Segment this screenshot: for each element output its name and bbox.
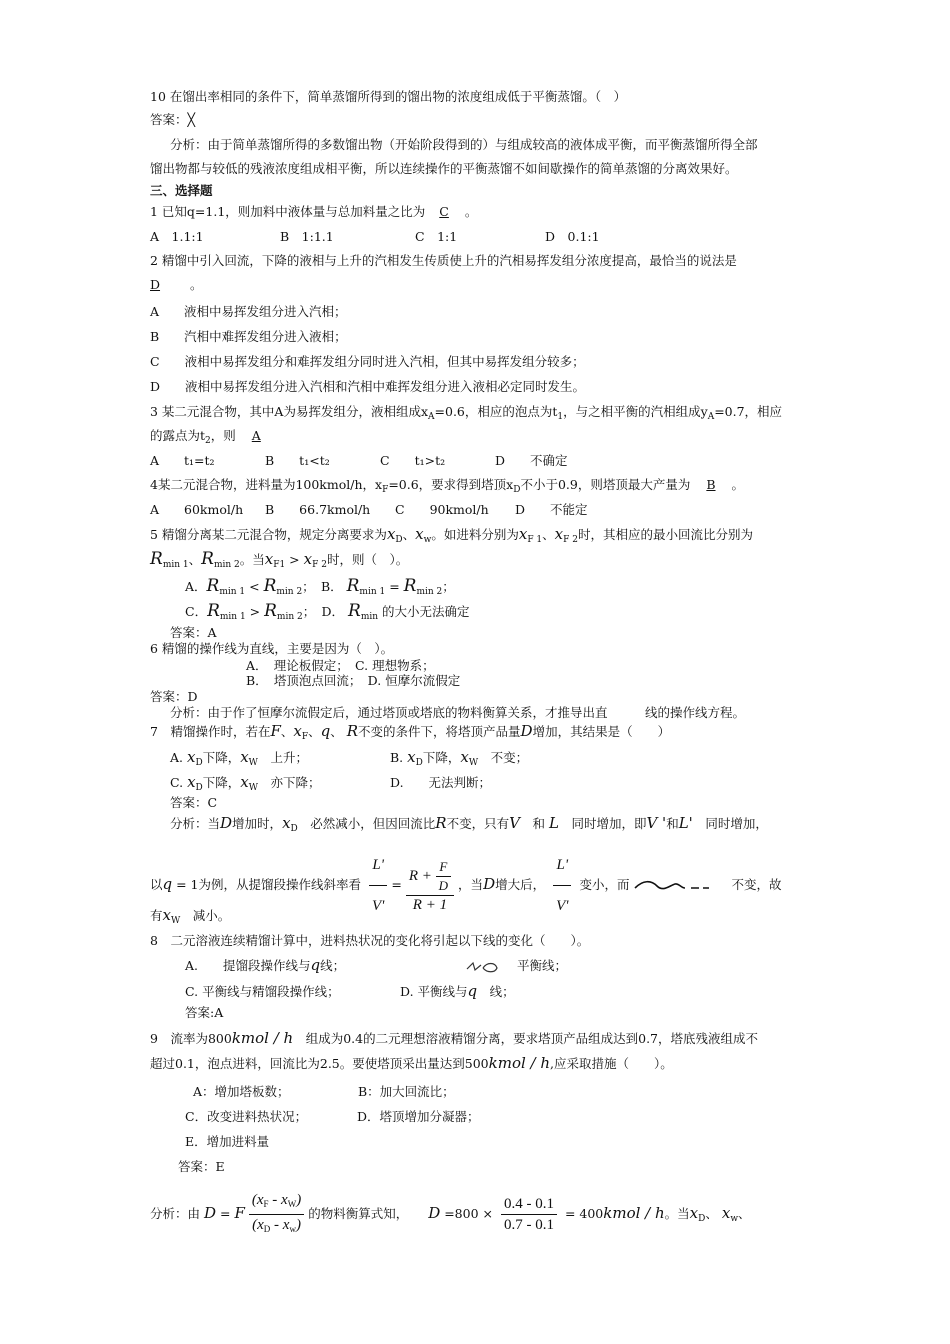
c8-opt-ab: A. 提馏段操作线与q线； 平衡线； — [185, 956, 568, 974]
c5-opt-ab: A．$R_{min 1} < R_{min 2}$； B． $R_{min 1} = R_{min 2}$； — [185, 576, 455, 597]
c9-stem-2: 超过0.1，泡点进料，回流比为2.5。要使塔顶采出量达到500kmol / h,应采取措施（ ）。 — [150, 1054, 673, 1072]
c8-answer: 答案:A — [185, 1005, 224, 1020]
numeric-fraction: $\frac{0.4 - 0.1}{0.7 - 0.1}$ — [501, 1194, 557, 1235]
section-title: 三、选择题 — [150, 183, 213, 198]
c2-opt-b: B 汽相中难挥发组分进入液相； — [150, 329, 347, 344]
c5-opt-cd: C．$R_{min 1} > R_{min 2}$； D． $R_{min}$ 的大小无法确定 — [185, 601, 470, 622]
c7-opt-ab: A. $x_D$下降，$x_W$ 上升； B. $x_D$下降，$x_W$ 不变； — [170, 748, 529, 768]
c6-opt-1: A． 理论板假定； C. 理想物系； — [246, 658, 435, 673]
c8-opt-cd: C. 平衡线与精馏段操作线； D. 平衡线与q 线； — [185, 982, 515, 1000]
c7-answer: 答案：C — [170, 795, 218, 810]
material-balance-fraction: $\frac{(x_F - x_W)}{(x_D - x_w)}$ — [249, 1190, 304, 1239]
garbled-symbol-icon — [465, 960, 501, 974]
c7-analysis-2: 以q = 1为例，从提馏段操作线斜率看 $\frac{L'}{V'}$ = R + $\frac{F}{D}$ R + 1 ，当D增大后， $\frac{L'}{V'}$ 变小，而 不变，故 — [150, 845, 781, 926]
c2-opt-a: A 液相中易挥发组分进入汽相； — [150, 304, 347, 319]
c9-answer: 答案：E — [178, 1159, 225, 1174]
reflux-fraction: R + $\frac{F}{D}$ R + 1 — [406, 858, 454, 914]
c2-stem-2: D 。 — [150, 277, 203, 292]
c1-options: A 1.1:1 B 1:1.1 C 1:1 D 0.1:1 — [150, 229, 600, 244]
c3-options: A t₁=t₂ B t₁<t₂ C t₁>t₂ D 不确定 — [150, 453, 568, 468]
c1-stem: 1 已知q=1.1，则加料中液体量与总加料量之比为 C 。 — [150, 204, 478, 219]
c9-stem: 9 流率为800kmol / h 组成为0.4的二元理想溶液精馏分离，要求塔顶产品组成达到0.7，塔底残液组成不 — [150, 1029, 758, 1047]
slope-fraction: $\frac{L'}{V'}$ — [369, 845, 387, 926]
c6-answer: 答案：D — [150, 689, 198, 704]
c2-stem: 2 精馏中引入回流，下降的液相与上升的汽相发生传质使上升的汽相易挥发组分浓度提高，最恰当的说法是 — [150, 253, 737, 268]
c4-options: A 60kmol/h B 66.7kmol/h C 90kmol/h D 不能定 — [150, 502, 588, 517]
c9-analysis: 分析：由 D = F $\frac{(x_F - x_W)}{(x_D - x_w)}$ 的物料衡算式知， D =800 × $\frac{0.4 - 0.1}{0.7 - 0.1}$ = 400kmol / h。当$x_D$、 $x_w$、 — [150, 1190, 751, 1241]
c5-stem: 5 精馏分离某二元混合物，规定分离要求为$x_D$、$x_w$。如进料分别为$x_{F 1}$、$x_{F 2}$时，其相应的最小回流比分别为 — [150, 525, 753, 545]
c3-stem-2: 的露点为$t_2$，则 A — [150, 428, 261, 446]
c7-analysis-1: 分析：当D增加时，$x_D$ 必然减小，但因回流比R不变，只有V 和 L 同时增加，即V '和L' 同时增加， — [170, 814, 768, 834]
c9-opt-cd: C．改变进料热状况； D．塔顶增加分凝器； — [185, 1109, 480, 1124]
c7-opt-cd: C. $x_D$下降，$x_W$ 亦下降； D. 无法判断； — [170, 773, 492, 793]
c2-opt-d: D 液相中易挥发组分进入汽相和汽相中难挥发组分进入液相必定同时发生。 — [150, 379, 586, 394]
c9-opt-e: E．增加进料量 — [185, 1134, 270, 1149]
squiggle-artifact-icon — [633, 876, 713, 896]
c5-stem-2: $R_{min 1}$、$R_{min 2}$。当$x_{F1} > x_{F 2}$时，则（ ）。 — [150, 549, 409, 570]
c3-stem: 3 某二元混合物，其中A为易挥发组分，液相组成$x_A=0.6$，相应的泡点为$t_1$，与之相平衡的汽相组成$y_A=0.7$，相应 — [150, 404, 783, 422]
q10-answer: 答案：╳ — [150, 112, 196, 127]
c6-opt-2: B． 塔顶泡点回流； D. 恒摩尔流假定 — [246, 673, 461, 688]
q10-analysis-2: 馏出物都与较低的残液浓度组成相平衡，所以连续操作的平衡蒸馏不如间歇操作的简单蒸馏的分离效果好。 — [150, 161, 738, 176]
q10-analysis-1: 分析：由于简单蒸馏所得的多数馏出物（开始阶段得到的）与组成较高的液体成平衡，而平衡蒸馏所得全部 — [170, 137, 758, 152]
c7-analysis-3: 有$x_W$ 减小。 — [150, 906, 231, 926]
c4-stem: 4某二元混合物，进料量为100kmol/h，$x_F=0.6$，要求得到塔顶$x_D$不小于0.9，则塔顶最大产量为 B 。 — [150, 477, 745, 495]
q10-text: 10 在馏出率相同的条件下，简单蒸馏所得到的馏出物的浓度组成低于平衡蒸馏。（ ） — [150, 89, 627, 104]
c8-stem: 8 二元溶液连续精馏计算中，进料热状况的变化将引起以下线的变化（ ）。 — [150, 933, 590, 948]
c1-answer-blank: C — [439, 204, 449, 219]
c9-opt-ab: A：增加塔板数； B：加大回流比； — [193, 1084, 455, 1099]
c5-answer: 答案：A — [170, 625, 217, 640]
c6-stem: 6 精馏的操作线为直线，主要是因为（ ）。 — [150, 641, 394, 656]
c7-stem: 7 精馏操作时，若在F、$x_F$、q、 R不变的条件下，将塔顶产品量D增加，其结果是（ ） — [150, 722, 671, 742]
c2-opt-c: C 液相中易挥发组分和难挥发组分同时进入汽相，但其中易挥发组分较多； — [150, 354, 585, 369]
c6-analysis: 分析：由于作了恒摩尔流假定后，通过塔顶或塔底的物料衡算关系，才推导出直 线的操作线方程。 — [170, 705, 746, 720]
